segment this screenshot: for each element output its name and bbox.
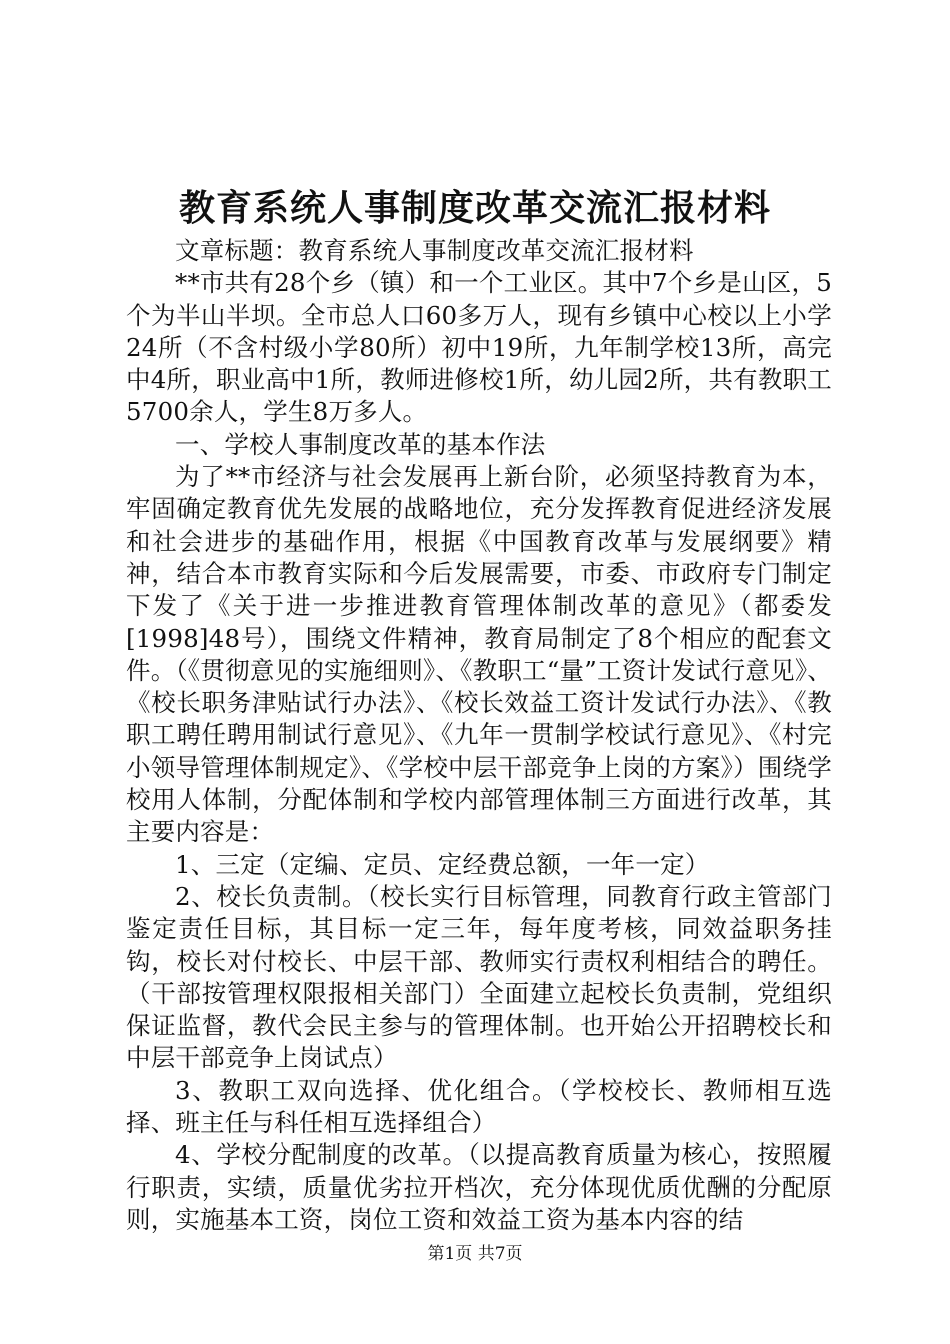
document-title: 教育系统人事制度改革交流汇报材料 (178, 188, 771, 229)
list-item-2: 2、校长负责制。（校长实行目标管理，同教育行政主管部门鉴定责任目标，其目标一定三年，每年度考核，同效益职务挂钩，校长对付校长、中层干部、教师实行责权利相结合的聘任。（干部按管理权限报相关部门）全面建立起校长负责制，党组织保证监督，教代会民主参与的管理体制。也开始公开招聘校长和中层干部竞争上岗试点） (126, 881, 832, 1073)
list-item-4: 4、学校分配制度的改革。（以提高教育质量为核心，按照履行职责，实绩，质量优劣拉开档次，充分体现优质优酬的分配原则，实施基本工资，岗位工资和效益工资为基本内容的结 (126, 1140, 832, 1234)
article-title-line: 文章标题：教育系统人事制度改革交流汇报材料 (175, 236, 694, 265)
page-number-footer: 第1页 共7页 (427, 1244, 523, 1264)
section-heading: 一、学校人事制度改革的基本作法 (175, 429, 546, 459)
list-item-3: 3、教职工双向选择、优化组合。（学校校长、教师相互选择、班主任与科任相互选择组合） (126, 1075, 832, 1138)
document-body (126, 235, 832, 1236)
paragraph-overview: **市共有28个乡（镇）和一个工业区。其中7个乡是山区，5个为半山半坝。全市总人口60多万人，现有乡镇中心校以上小学24所（不含村级小学80所）初中19所，九年制学校13所，高完中4所，职业高中1所，教师进修校1所，幼儿园2所，共有教职工5700余人，学生8万多人。 (126, 268, 832, 427)
paragraph-background: 为了**市经济与社会发展再上新台阶，必须坚持教育为本，牢固确定教育优先发展的战略地位，充分发挥教育促进经济发展和社会进步的基础作用，根据《中国教育改革与发展纲要》精神，结合本市教育实际和今后发展需要，市委、市政府专门制定下发了《关于进一步推进教育管理体制改革的意见》（都委发[1998]48号），围绕文件精神，教育局制定了8个相应的配套文件。（《贯彻意见的实施细则》、《教职工“量”工资计发试行意见》、《校长职务津贴试行办法》、《校长效益工资计发试行办法》、《教职工聘任聘用制试行意见》、《九年一贯制学校试行意见》、《村完小领导管理体制规定》、《学校中层干部竞争上岗的方案》）围绕学校用人体制，分配体制和学校内部管理体制三方面进行改革，其主要内容是： (126, 462, 832, 847)
list-item-1: 1、三定（定编、定员、定经费总额，一年一定） (175, 849, 710, 879)
